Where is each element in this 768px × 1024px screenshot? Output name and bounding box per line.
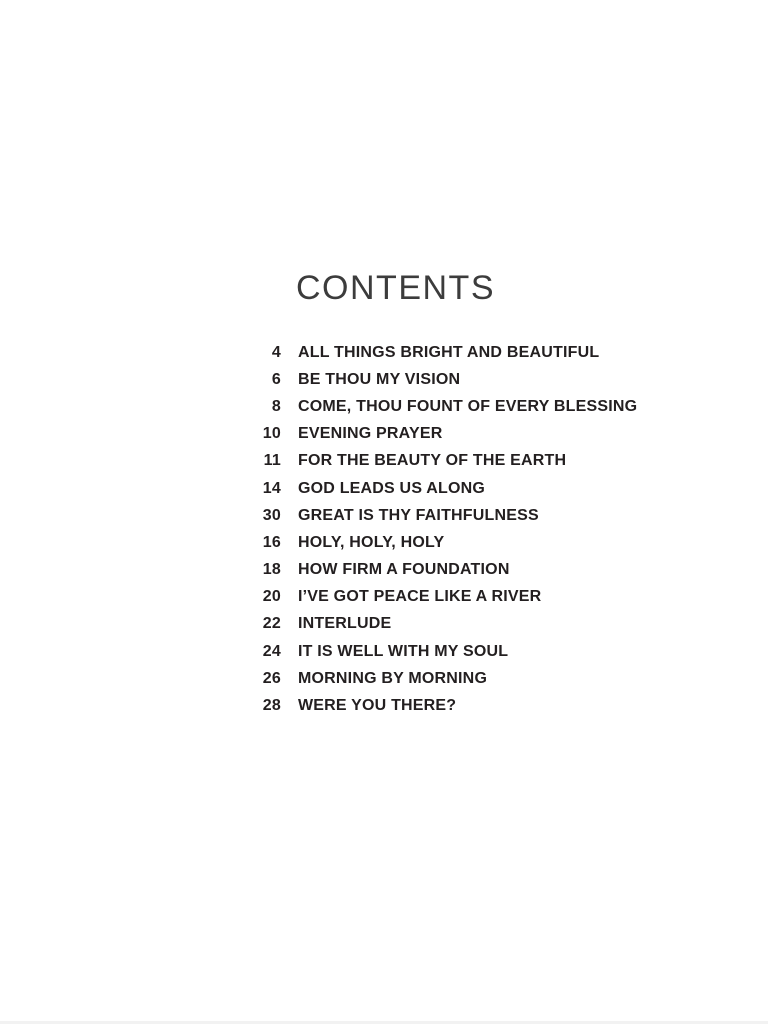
page-title: CONTENTS: [296, 269, 495, 307]
toc-song-title: HOW FIRM A FOUNDATION: [298, 561, 510, 579]
toc-page-number: 10: [262, 425, 281, 443]
toc-page-number: 30: [262, 506, 281, 524]
toc-row: [234, 557, 637, 584]
toc-row: [234, 502, 637, 529]
toc-row: [234, 584, 637, 611]
toc-song-title: MORNING BY MORNING: [298, 669, 488, 687]
toc-row: [234, 475, 637, 502]
toc-row: [234, 529, 637, 556]
toc-page-number: 6: [271, 370, 281, 388]
toc-page-number: 4: [271, 343, 281, 361]
toc-song-title: COME, THOU FOUNT OF EVERY BLESSING: [298, 397, 638, 415]
toc-page-number: 11: [263, 452, 281, 470]
toc-song-title: HOLY, HOLY, HOLY: [298, 533, 445, 551]
toc-row: [234, 611, 637, 638]
toc-song-title: INTERLUDE: [298, 615, 392, 633]
toc-song-title: GREAT IS THY FAITHFULNESS: [298, 506, 539, 524]
toc-song-title: BE THOU MY VISION: [298, 370, 461, 388]
toc-row: [234, 339, 637, 366]
toc-page-number: 26: [262, 669, 281, 687]
toc-page-number: 28: [262, 697, 281, 715]
toc-row: [234, 448, 637, 475]
toc-page-number: 20: [262, 588, 281, 606]
toc-row: [234, 421, 637, 448]
toc-song-title: ALL THINGS BRIGHT AND BEAUTIFUL: [298, 343, 600, 361]
toc-song-title: FOR THE BEAUTY OF THE EARTH: [298, 452, 567, 470]
toc-page-number: 16: [262, 533, 281, 551]
toc-page-number: 18: [262, 561, 281, 579]
toc-page-number: 22: [262, 615, 281, 633]
toc-row: [234, 692, 637, 719]
toc-row: [234, 665, 637, 692]
toc-row: [234, 366, 637, 393]
toc-page-number: 8: [271, 397, 281, 415]
toc-song-title: WERE YOU THERE?: [298, 697, 457, 715]
toc-row: [234, 393, 637, 420]
toc-song-title: IT IS WELL WITH MY SOUL: [298, 642, 509, 660]
toc-song-title: I’VE GOT PEACE LIKE A RIVER: [298, 588, 542, 606]
toc-page-number: 14: [262, 479, 281, 497]
toc-row: [234, 638, 637, 665]
toc-page-number: 24: [262, 642, 281, 660]
toc-list: [234, 339, 637, 720]
toc-song-title: GOD LEADS US ALONG: [298, 479, 486, 497]
toc-song-title: EVENING PRAYER: [298, 425, 443, 443]
